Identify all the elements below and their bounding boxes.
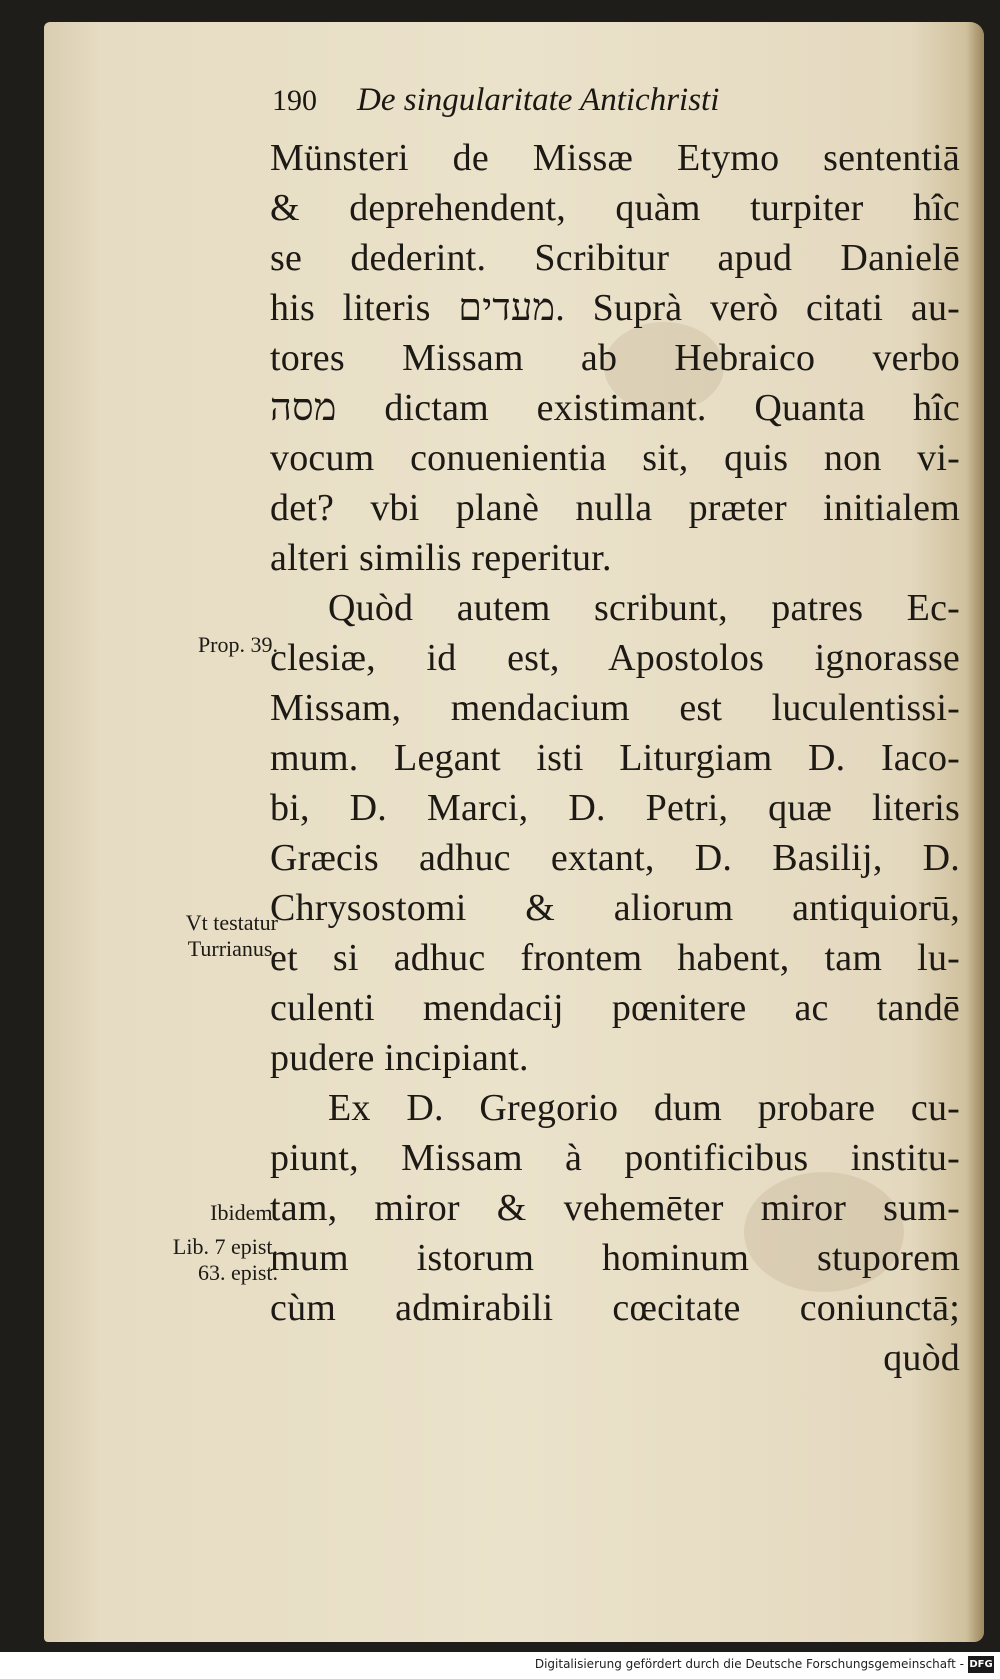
margin-note-line: Vt testatur [185,910,278,935]
text-line: culenti mendacij pœnitere ac tandē [270,987,960,1029]
text-line: cùm admirabili cœcitate coniunctā; [270,1287,960,1329]
text-line: מסה dictam existimant. Quanta hîc [270,387,960,429]
dfg-logo: DFG [968,1656,994,1673]
text-line: piunt, Missam à pontificibus institu- [270,1137,960,1179]
page-edge-shadow [966,22,984,1642]
text-line: mum istorum hominum stuporem [270,1237,960,1279]
running-head [272,82,832,126]
text-line: alteri similis reperitur. [270,537,612,579]
text-line: & deprehendent, quàm turpiter hîc [270,187,960,229]
margin-note-ibidem: Ibidem. [210,1200,278,1225]
text-line: his literis מעדים. Suprà verò citati au- [270,287,960,329]
margin-note-line: Lib. 7 epist. [172,1234,278,1259]
footer-credit: Digitalisierung gefördert durch die Deutsche Forschungsgemeinschaft - [534,1657,964,1671]
text-line: bi, D. Marci, D. Petri, quæ literis [270,787,960,829]
text-line: tam, miror & vehemēter miror sum- [270,1187,960,1229]
body-text [270,133,960,1383]
text-line: clesiæ, id est, Apostolos ignorasse [270,637,960,679]
margin-note-line: 63. epist. [197,1260,278,1285]
text-line: mum. Legant isti Liturgiam D. Iaco- [270,737,960,779]
text-line: Chrysostomi & aliorum antiquiorū, [270,887,960,929]
margin-note-lib [110,1234,278,1286]
text-line: se dederint. Scribitur apud Danielē [270,237,960,279]
text-line: pudere incipiant. [270,1037,529,1079]
margin-note-testatur [110,910,278,962]
margin-note-prop: Prop. 39. [197,632,278,657]
text-line: det? vbi planè nulla præter initialem [270,487,960,529]
running-title: De singularitate Antichristi [357,82,720,118]
margin-note-line: Turrianus. [187,936,278,961]
footer-bar [0,1652,1000,1679]
text-line: Münsteri de Missæ Etymo sententiā [270,137,960,179]
text-line: vocum conuenientia sit, quis non vi- [270,437,960,479]
text-line: et si adhuc frontem habent, tam lu- [270,937,960,979]
text-line: Græcis adhuc extant, D. Basilij, D. [270,837,960,879]
catchword: quòd [883,1337,960,1379]
text-line: Missam, mendacium est luculentissi- [270,687,960,729]
text-line: Ex D. Gregorio dum probare cu- [328,1087,960,1129]
text-line: tores Missam ab Hebraico verbo [270,337,960,379]
page-number: 190 [272,84,317,117]
text-line: Quòd autem scribunt, patres Ec- [328,587,960,629]
